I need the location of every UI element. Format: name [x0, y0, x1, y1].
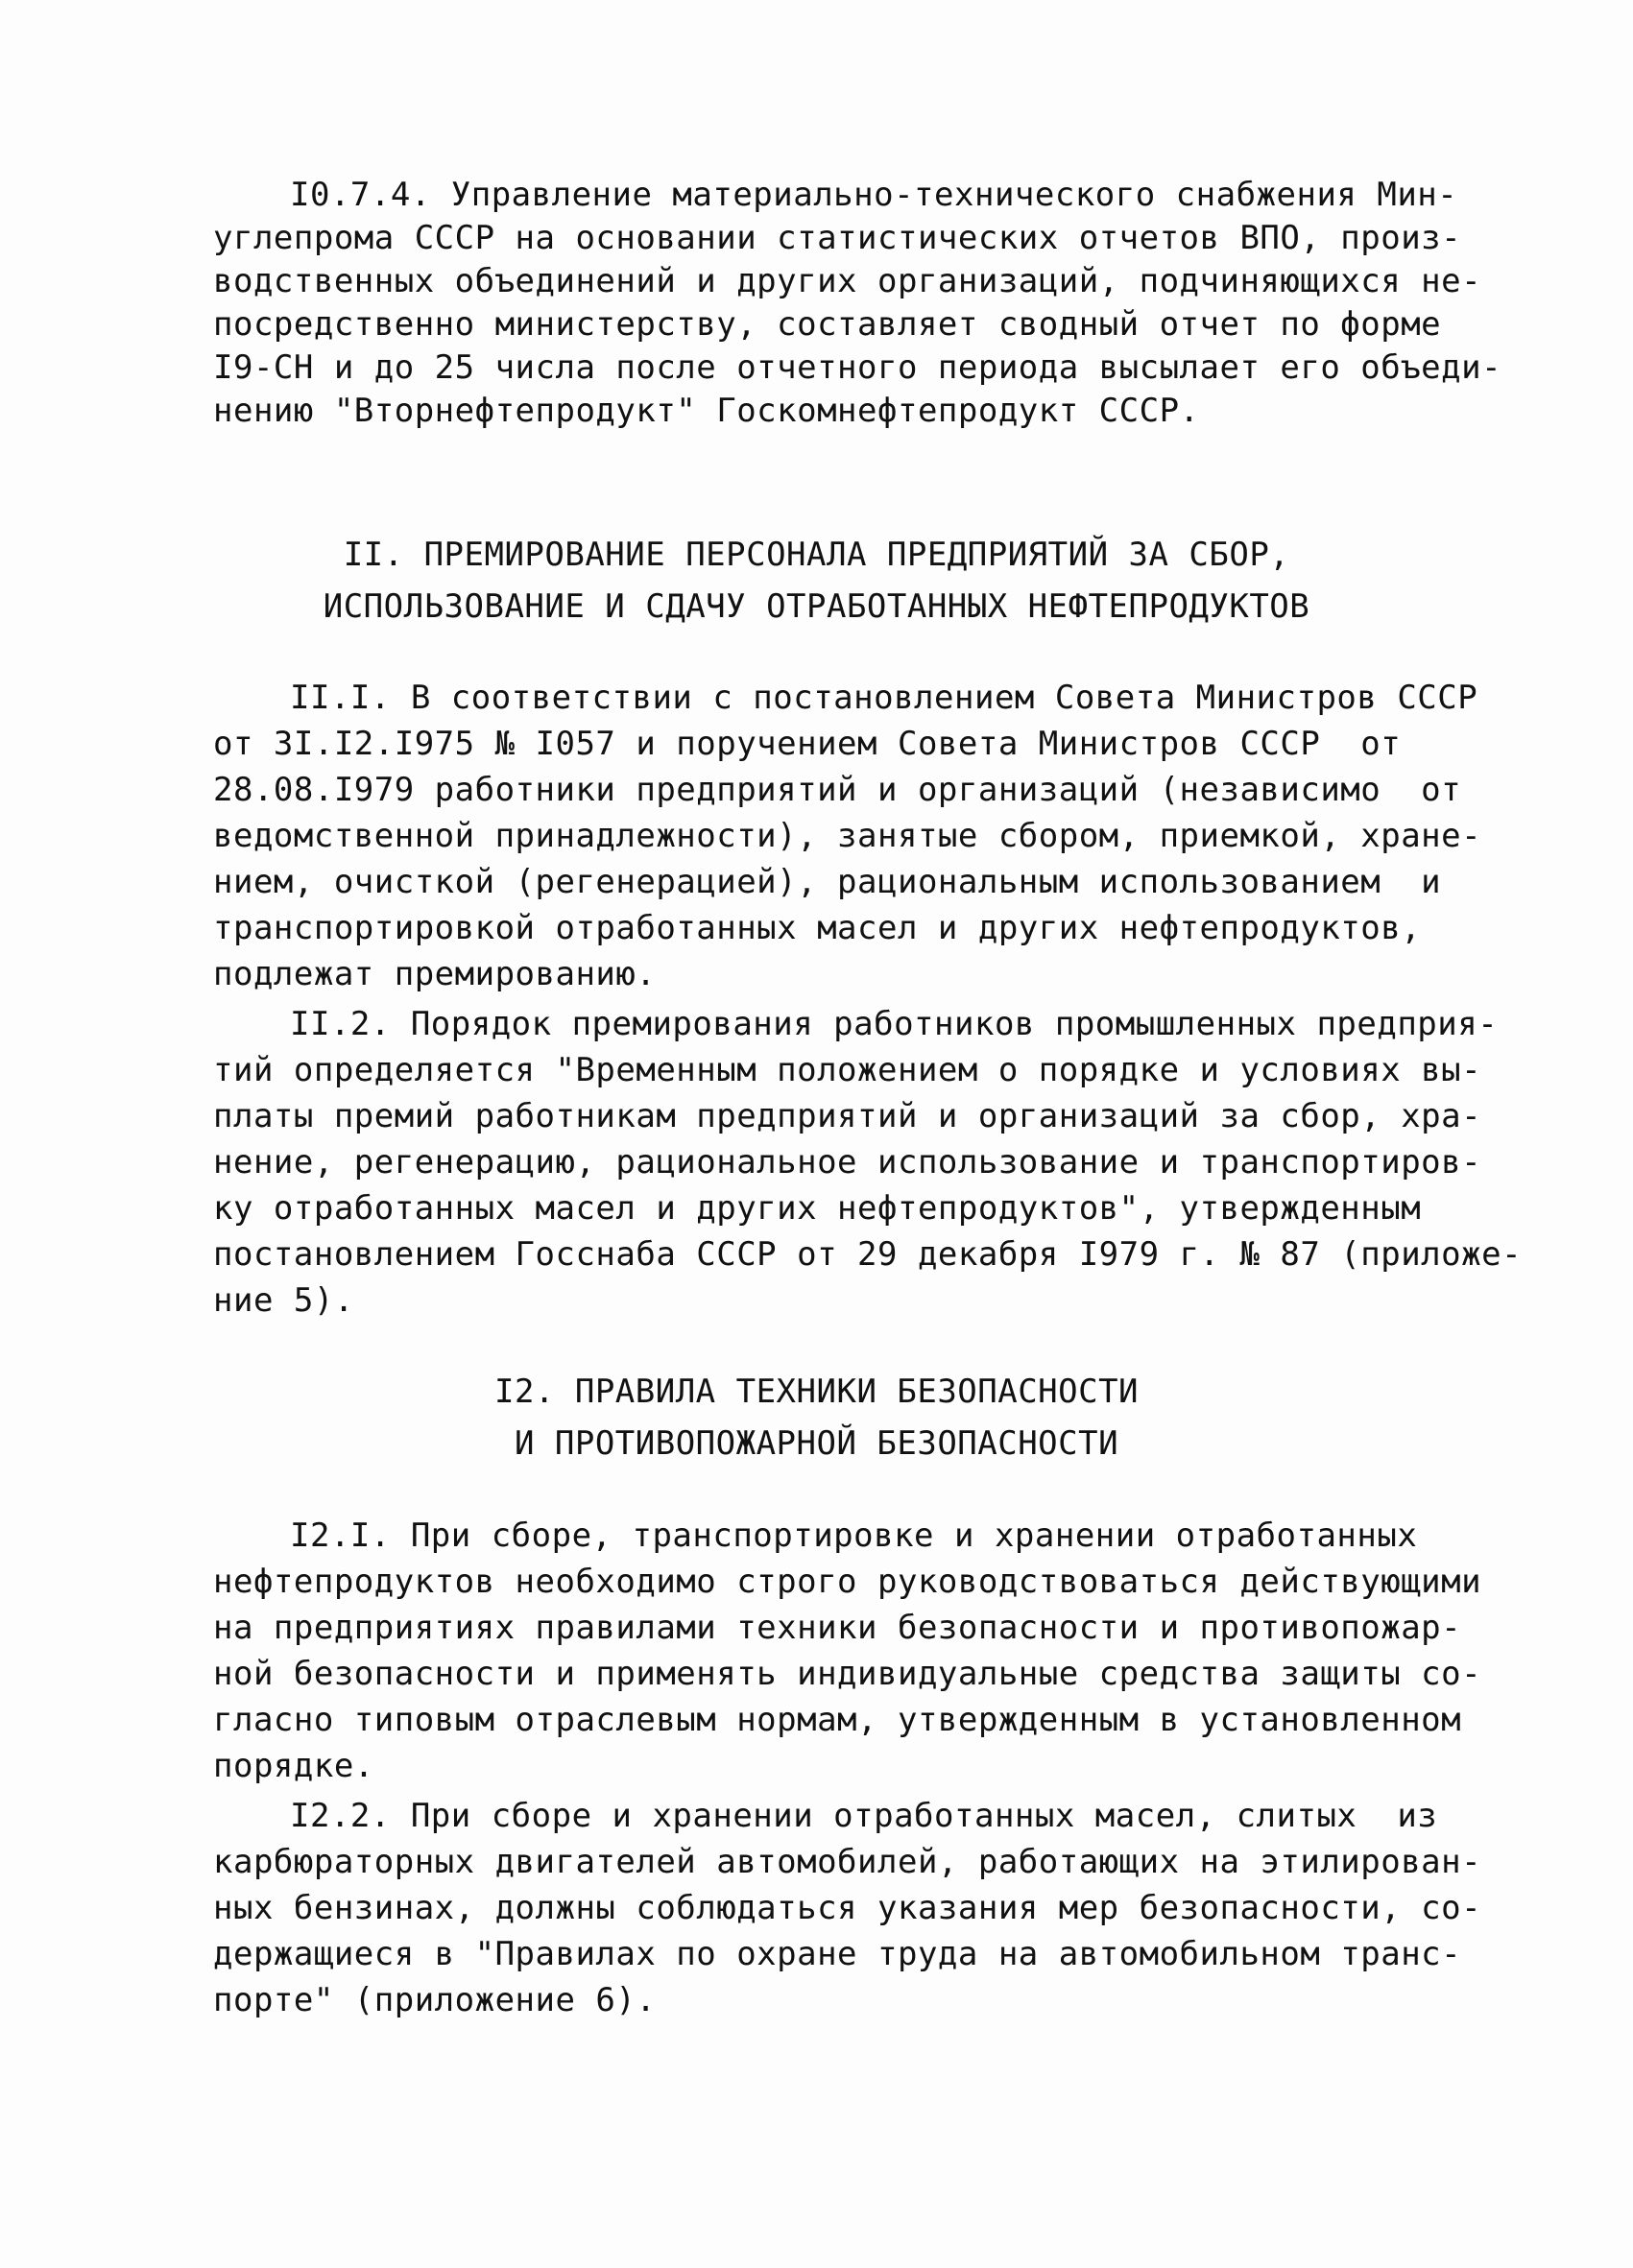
text-line: нению "Вторнефтепродукт" Госкомнефтепродукт СССР. — [213, 392, 1200, 430]
text-line: гласно типовым отраслевым нормам, утвержденным в установленном — [213, 1701, 1462, 1739]
heading-line: I2. ПРАВИЛА ТЕХНИКИ БЕЗОПАСНОСТИ — [493, 1373, 1140, 1411]
text-line: платы премий работникам предприятий и организаций за сбор, хра- — [213, 1097, 1482, 1135]
text-line: ние 5). — [213, 1281, 354, 1320]
text-line: II.2. Порядок премирования работников промышленных предприя- — [290, 1005, 1499, 1043]
text-line: 28.08.I979 работники предприятий и организаций (независимо от — [213, 771, 1462, 809]
text-line: ку отработанных масел и других нефтепродуктов", утвержденным — [213, 1189, 1422, 1228]
heading-line: II. ПРЕМИРОВАНИЕ ПЕРСОНАЛА ПРЕДПРИЯТИЙ ЗА СБОР, — [343, 536, 1290, 574]
text-line: I9-СН и до 25 числа после отчетного периода высылает его объеди- — [213, 348, 1502, 387]
text-line: держащиеся в "Правилах по охране труда на автомобильном транс- — [213, 1935, 1462, 1973]
text-line: транспортировкой отработанных масел и других нефтепродуктов, — [213, 909, 1422, 947]
text-line: порте" (приложение 6). — [213, 1981, 657, 2019]
text-line: I0.7.4. Управление материально-технического снабжения Мин- — [290, 176, 1458, 214]
text-line: ной безопасности и применять индивидуальные средства защиты со- — [213, 1655, 1482, 1693]
text-line: карбюраторных двигателей автомобилей, работающих на этилирован- — [213, 1843, 1482, 1881]
text-line: II.I. В соответствии с постановлением Совета Министров СССР — [290, 679, 1478, 717]
text-line: I2.2. При сборе и хранении отработанных масел, слитых из — [290, 1797, 1438, 1835]
text-line: посредственно министерству, составляет сводный отчет по форме — [213, 305, 1442, 344]
text-line: от 3I.I2.I975 № I057 и поручением Совета Министров СССР от — [213, 725, 1402, 763]
text-line: нием, очисткой (регенерацией), рациональным использованием и — [213, 863, 1442, 901]
text-line: I2.I. При сборе, транспортировке и хранении отработанных — [290, 1516, 1418, 1555]
text-line: тий определяется "Временным положением о порядке и условиях вы- — [213, 1051, 1482, 1089]
text-line: ных бензинах, должны соблюдаться указания мер безопасности, со- — [213, 1889, 1482, 1927]
text-line: на предприятиях правилами техники безопасности и противопожар- — [213, 1609, 1462, 1647]
heading-line: И ПРОТИВОПОЖАРНОЙ БЕЗОПАСНОСТИ — [514, 1424, 1119, 1463]
text-line: подлежат премированию. — [213, 955, 657, 993]
text-line: порядке. — [213, 1747, 374, 1785]
heading-line: ИСПОЛЬЗОВАНИЕ И СДАЧУ ОТРАБОТАННЫХ НЕФТЕПРОДУКТОВ — [323, 587, 1310, 626]
text-line: ведомственной принадлежности), занятые сбором, приемкой, хране- — [213, 817, 1482, 855]
text-line: нение, регенерацию, рациональное использование и транспортиров- — [213, 1143, 1482, 1182]
text-line: постановлением Госснаба СССР от 29 декабря I979 г. № 87 (приложе- — [213, 1235, 1523, 1274]
text-line: углепрома СССР на основании статистических отчетов ВПО, произ- — [213, 219, 1462, 257]
text-line: водственных объединений и других организаций, подчиняющихся не- — [213, 262, 1482, 300]
text-line: нефтепродуктов необходимо строго руководствоваться действующими — [213, 1563, 1482, 1601]
